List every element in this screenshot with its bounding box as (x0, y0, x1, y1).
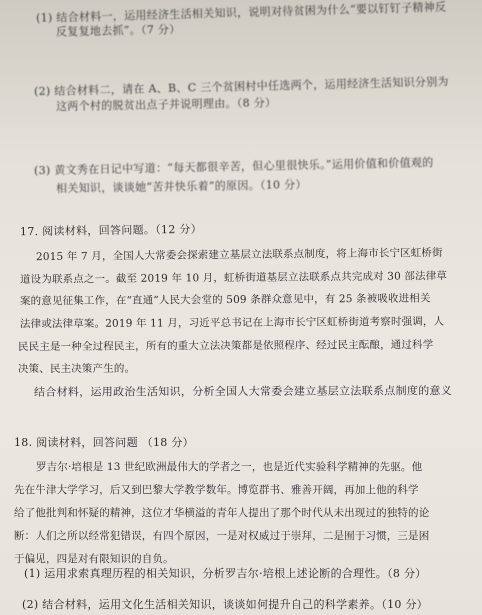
q18-sub2: (2) 结合材料，运用文化生活相关知识，谈谈如何提升自己的科学素养。（10 分） (22, 598, 429, 611)
q18-body-line: 于偏见，四是对有限知识的自负。 (14, 553, 174, 565)
q16-sub3-line2: 相关知识，谈谈她“苦并快乐着”的原因。（10 分） (55, 178, 307, 195)
q16-sub2-line2: 这两个村的脱贫出点子并说明理由。（8 分） (55, 96, 277, 113)
q18-body-line: 给了他批判和怀疑的精神，这位才华横溢的青年人提出了那个时代从未出现过的独特的论 (14, 507, 430, 519)
q16-sub2-line1: (2) 结合材料二，请在 A、B、C 三个贫困村中任选两个，运用经济生活知识分别为 (33, 74, 449, 99)
q16-sub3-line1: (3) 黄文秀在日记中写道：“每天都很辛苦，但心里很快乐。”运用价值和价值观的 (33, 155, 434, 178)
q18-body-line: 罗吉尔·培根是 13 世纪欧洲最伟大的学者之一，也是近代实验科学精神的先驱。他 (36, 461, 423, 473)
q17-body-line: 2015 年 7 月，全国人大常委会探索建立基层立法联系点制度，将上海市长宁区虹桥街 (35, 246, 443, 264)
q18-body-line: 断：人们之所以经常犯错误，有四个原因，一是对权威过于崇拜，二是囿于习惯，三是困 (14, 530, 430, 542)
q17-body-line: 民民主是一种全过程民主，所有的重大立法决策都是依照程序、经过民主酝酿，通过科学 (17, 338, 434, 354)
q17-body-line: 法律或法律草案。2019 年 11 月，习近平总书记在上海市长宁区虹桥街道考察时强调，人 (19, 315, 445, 331)
q17-body-line: 道设为联系点之一。截至 2019 年 10 月，虹桥街道基层立法联系点共完成对 30 部法律草 (19, 270, 448, 286)
q17-body-line: 案的意见征集工作，在“直通”人民大会堂的 509 条群众意见中，有 25 条被吸收进相关 (19, 292, 431, 308)
q16-sub1-line1: (1) 结合材料一，运用经济生活相关知识，说明对待贫困为什么“要以钉钉子精神反 (35, 0, 447, 25)
q16-sub1-line2: 反复复地去抓”。（7 分） (55, 22, 181, 39)
q17-body-line: 决策、民主决策产生的。 (17, 362, 136, 376)
q17-task: 结合材料，运用政治生活知识，分析全国人大常委会建立基层立法联系点制度的意义 (33, 384, 453, 399)
q18-sub1: (1) 运用求索真理历程的相关知识，分析罗吉尔·培根上述论断的合理性。（8 分） (24, 567, 427, 580)
q17-header: 17. 阅读材料，回答问题。（12 分） (19, 222, 203, 239)
q18-header: 18. 阅读材料，回答问题 （18 分） (14, 436, 194, 449)
q18-body-line: 先在牛津大学学习，后又到巴黎大学教学数年。博览群书、雅善开阔，再加上他的科学 (14, 484, 419, 496)
